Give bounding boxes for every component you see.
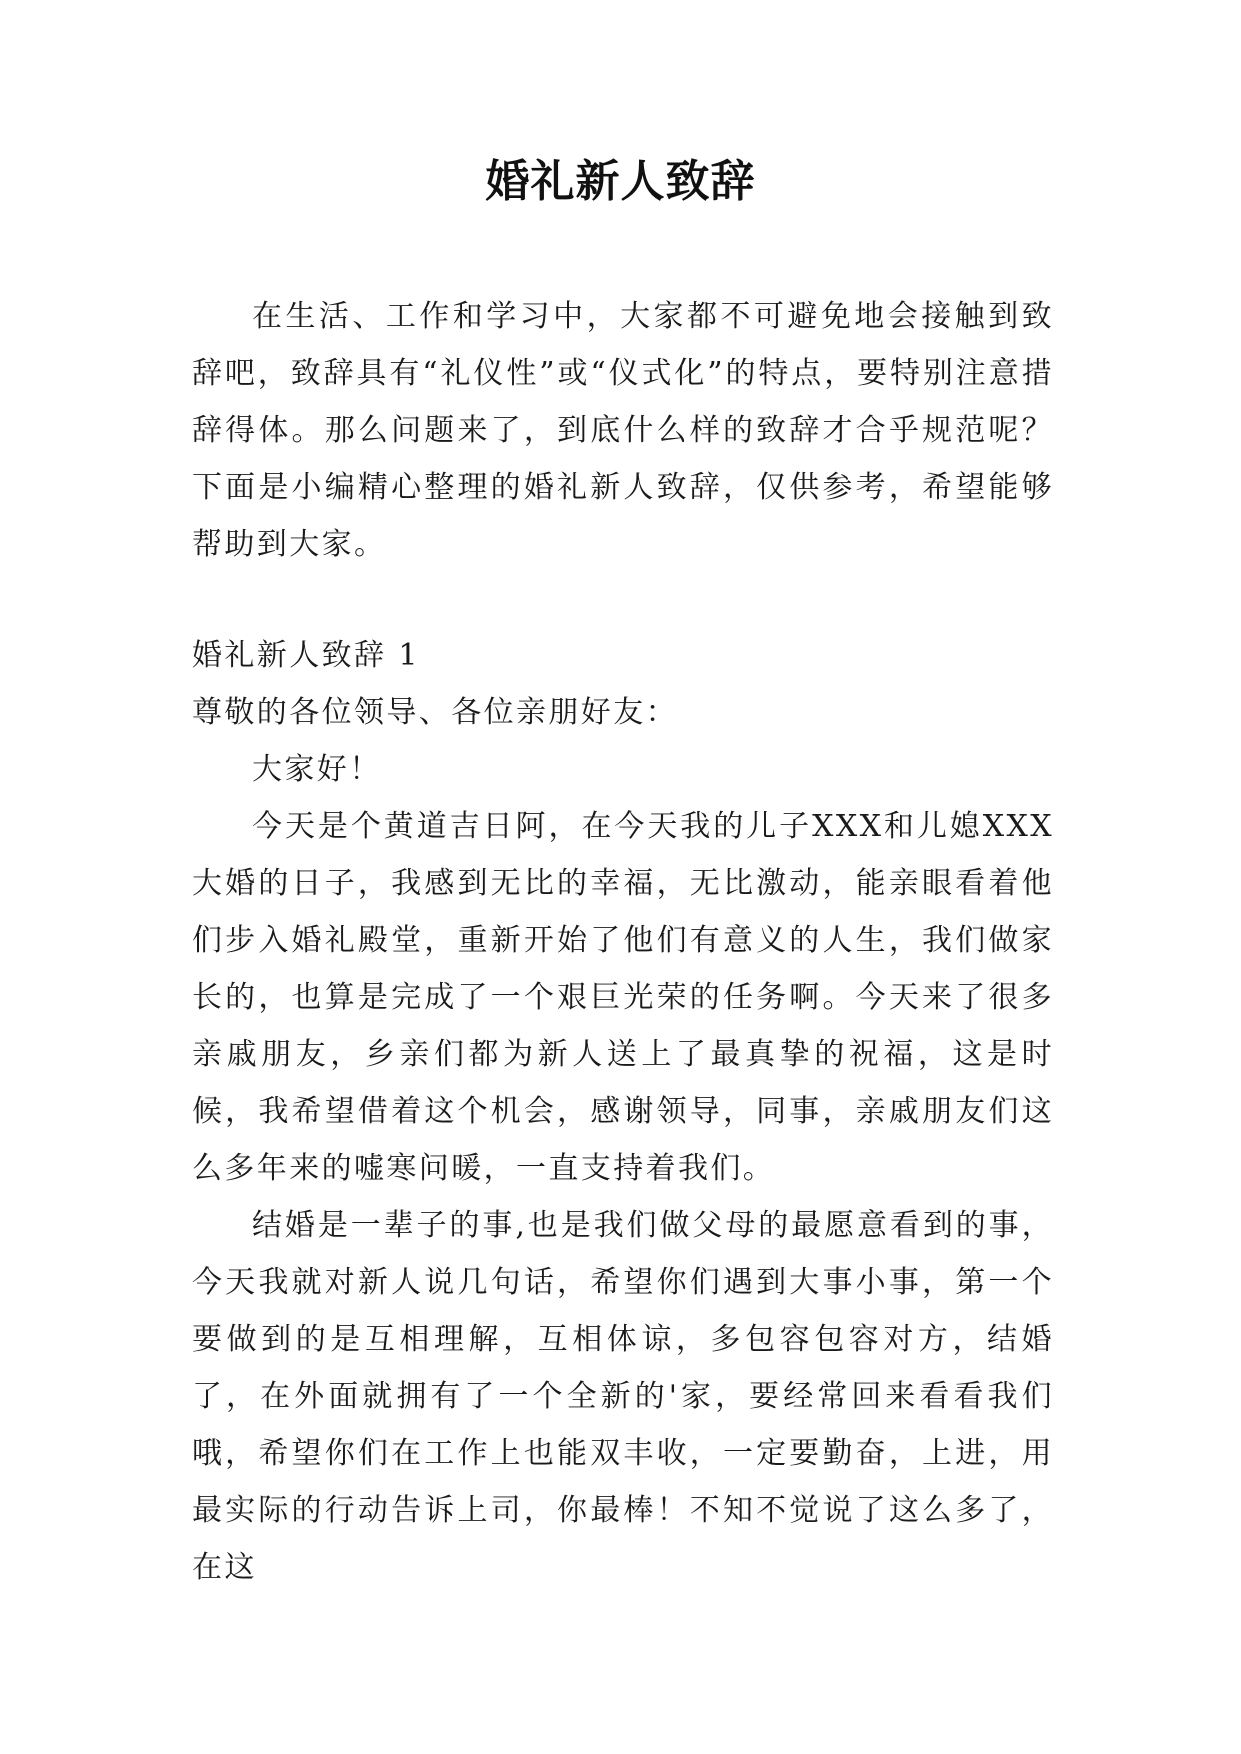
section-spacer — [192, 573, 1054, 627]
greeting: 大家好！ — [252, 752, 382, 787]
document-body — [192, 288, 1054, 1596]
speech-paragraph-1: 今天是个黄道吉日阿，在今天我的儿子XXX和儿媳XXX大婚的日子，我感到无比的幸福，无比激动，能亲眼看着他们步入婚礼殿堂，重新开始了他们有意义的人生，我们做家长的，也算是完成了一个艰巨光荣的任务啊。今天来了很多亲戚朋友，乡亲们都为新人送上了最真挚的祝福，这是时候，我希望借着这个机会，感谢领导，同事，亲戚朋友们这么多年来的嘘寒问暖，一直支持着我们。 — [192, 809, 1054, 1186]
speech-paragraph-2: 结婚是一辈子的事,也是我们做父母的最愿意看到的事，今天我就对新人说几句话，希望你们遇到大事小事，第一个要做到的是互相理解，互相体谅，多包容包容对方，结婚了，在外面就拥有了一个全新的'家，要经常回来看看我们哦，希望你们在工作上也能双丰收，一定要勤奋，上进，用最实际的行动告诉上司，你最棒！不知不觉说了这么多了，在这 — [192, 1208, 1054, 1585]
intro-paragraph: 在生活、工作和学习中，大家都不可避免地会接触到致辞吧，致辞具有“礼仪性”或“仪式化”的特点，要特别注意措辞得体。那么问题来了，到底什么样的致辞才合乎规范呢？下面是小编精心整理的婚礼新人致辞，仅供参考，希望能够帮助到大家。 — [192, 299, 1054, 562]
document-title: 婚礼新人致辞 — [485, 156, 756, 207]
section-heading: 婚礼新人致辞 1 — [192, 638, 420, 673]
salutation: 尊敬的各位领导、各位亲朋好友： — [192, 695, 678, 730]
